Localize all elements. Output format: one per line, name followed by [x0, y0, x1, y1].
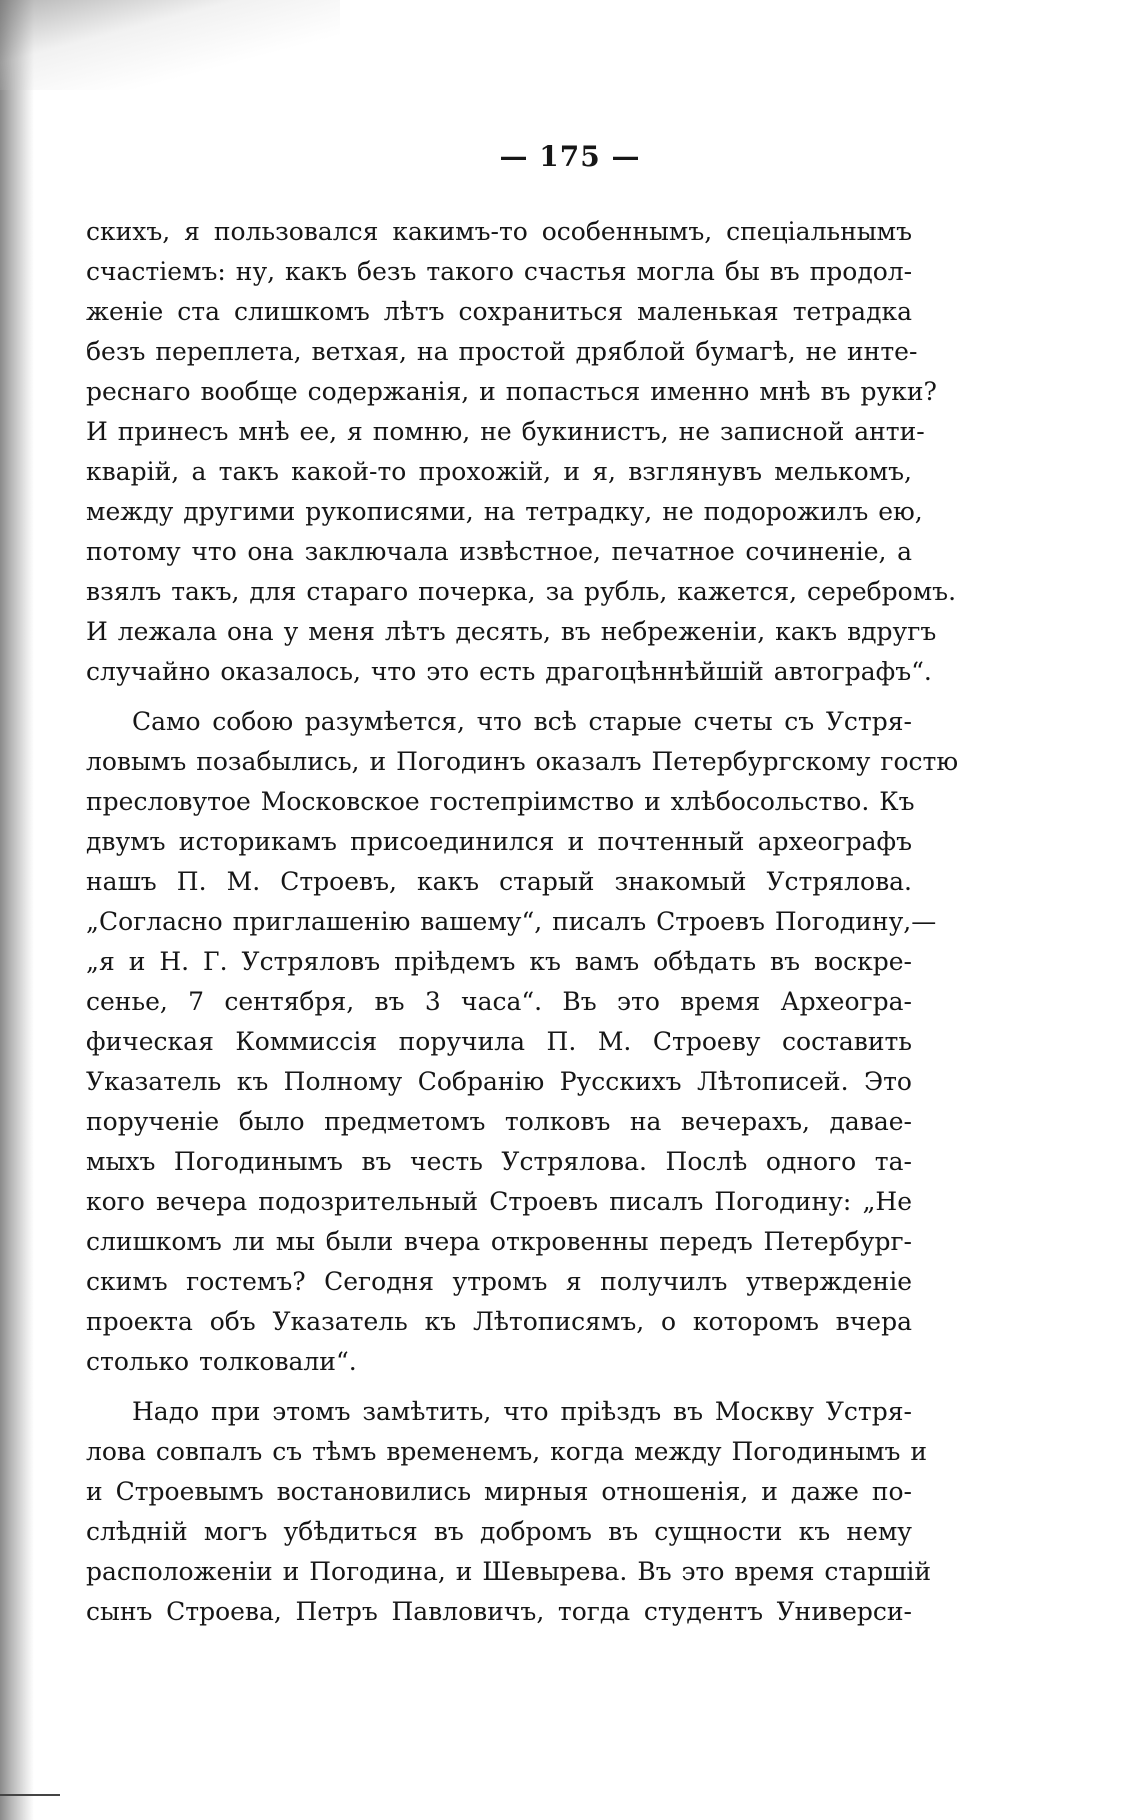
text-line: И лежала она у меня лѣтъ десять, въ небреженіи, какъ вдругъ [86, 617, 937, 646]
text-line: женіе ста слишкомъ лѣтъ сохраниться маленькая тетрадка [86, 297, 912, 326]
text-line: Само собою разумѣется, что всѣ старые счеты съ Устря- [132, 707, 912, 736]
text-line: слѣдній могъ убѣдиться въ добромъ въ сущности къ нему [86, 1517, 912, 1546]
text-line: между другими рукописями, на тетрадку, не подорожилъ ею, [86, 497, 923, 526]
text-line: лова совпалъ съ тѣмъ временемъ, когда между Погодинымъ и [86, 1437, 928, 1466]
text-line: пресловутое Московское гостепріимство и хлѣбосольство. Къ [86, 787, 915, 816]
corner-shadow [0, 0, 340, 90]
text-line: проекта объ Указатель къ Лѣтописямъ, о которомъ вчера [86, 1307, 912, 1336]
text-line: безъ переплета, ветхая, на простой дряблой бумагѣ, не инте- [86, 337, 918, 366]
text-line: реснаго вообще содержанія, и попасться именно мнѣ въ руки? [86, 377, 937, 406]
page-number: — 175 — [499, 140, 641, 173]
text-line: кварій, а такъ какой-то прохожій, и я, взглянувъ мелькомъ, [86, 457, 912, 486]
paragraph-2 [86, 702, 959, 1382]
text-line: нашъ П. М. Строевъ, какъ старый знакомый Устрялова. [86, 867, 912, 896]
body-text [86, 212, 959, 1632]
text-line: мыхъ Погодинымъ въ честь Устрялова. Послѣ одного та- [86, 1147, 912, 1176]
text-line: взялъ такъ, для стараго почерка, за рубль, кажется, серебромъ. [86, 577, 957, 606]
text-line: сенье, 7 сентября, въ 3 часа“. Въ это время Археогра- [86, 987, 912, 1016]
text-line: расположеніи и Погодина, и Шевырева. Въ это время старшій [86, 1557, 932, 1586]
text-line: ловымъ позабылись, и Погодинъ оказалъ Петербургскому гостю [86, 747, 959, 776]
text-line: случайно оказалось, что это есть драгоцѣннѣйшій автографъ“. [86, 657, 932, 686]
bottom-rule [0, 1794, 60, 1796]
text-line: порученіе было предметомъ толковъ на вечерахъ, давае- [86, 1107, 912, 1136]
text-line: столько толковали“. [86, 1347, 357, 1376]
text-line: потому что она заключала извѣстное, печатное сочиненіе, а [86, 537, 912, 566]
text-line: сынъ Строева, Петръ Павловичъ, тогда студентъ Универси- [86, 1597, 912, 1626]
text-line: скимъ гостемъ? Сегодня утромъ я получилъ утвержденіе [86, 1267, 912, 1296]
paragraph-3 [86, 1392, 932, 1632]
text-line: И принесъ мнѣ ее, я помню, не букинистъ, не записной анти- [86, 417, 925, 446]
text-line: двумъ историкамъ присоединился и почтенный археографъ [86, 827, 912, 856]
paragraph-1 [86, 212, 957, 692]
text-line: фическая Коммиссія поручила П. М. Строеву составить [86, 1027, 912, 1056]
text-line: Надо при этомъ замѣтить, что пріѣздъ въ Москву Устря- [132, 1397, 912, 1426]
text-line: Указатель къ Полному Собранію Русскихъ Лѣтописей. Это [86, 1067, 912, 1096]
binding-shadow [0, 0, 34, 1820]
text-line: кого вечера подозрительный Строевъ писалъ Погодину: „Не [86, 1187, 912, 1216]
text-line: „Согласно приглашенію вашему“, писалъ Строевъ Погодину,— [86, 907, 937, 936]
text-line: скихъ, я пользовался какимъ-то особеннымъ, спеціальнымъ [86, 217, 912, 246]
text-line: и Строевымъ востановились мирныя отношенія, и даже по- [86, 1477, 912, 1506]
text-line: слишкомъ ли мы были вчера откровенны передъ Петербург- [86, 1227, 912, 1256]
text-line: счастіемъ: ну, какъ безъ такого счастья могла бы въ продол- [86, 257, 913, 286]
text-line: „я и Н. Г. Устряловъ пріѣдемъ къ вамъ обѣдать въ воскре- [86, 947, 912, 976]
